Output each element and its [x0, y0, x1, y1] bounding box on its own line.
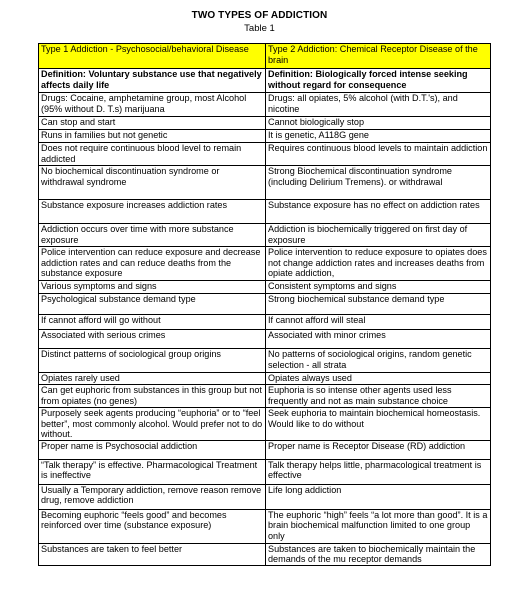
table-row: [39, 408, 491, 441]
type-1-cell: Proper name is Psychosocial addiction: [39, 440, 266, 459]
table-row: [39, 385, 491, 408]
type-1-cell: Distinct patterns of sociological group origins: [39, 349, 266, 373]
type-2-cell: Opiates always used: [266, 373, 491, 385]
type-2-cell: No patterns of sociological origins, random genetic selection - all strata: [266, 349, 491, 373]
type-1-cell: Runs in families but not genetic: [39, 130, 266, 143]
type-2-cell: Euphoria is so intense other agents used less frequently and not as main substance choice: [266, 385, 491, 408]
type-2-cell: Drugs: all opiates, 5% alcohol (with D.T.'s), and nicotine: [266, 93, 491, 117]
type-1-cell: Opiates rarely used: [39, 373, 266, 385]
table-row: [39, 373, 491, 385]
table-row: [39, 281, 491, 294]
type-1-cell: Can get euphoric from substances in this group but not from opiates (no genes): [39, 385, 266, 408]
table-row: [39, 130, 491, 143]
table-row: [39, 224, 491, 247]
table-row: [39, 294, 491, 315]
type-2-cell: Consistent symptoms and signs: [266, 281, 491, 294]
type-2-cell: Strong Biochemical discontinuation syndrome (including Delirium Tremens). or withdrawal: [266, 166, 491, 200]
table-row: [39, 200, 491, 224]
type-1-cell: Can stop and start: [39, 117, 266, 130]
table-row: [39, 440, 491, 459]
type-2-cell: Talk therapy helps little, pharmacological treatment is effective: [266, 459, 491, 484]
type-1-cell: Purposely seek agents producing “euphoria” or to “feel better”, most commonly alcohol. Would prefer not to do without.: [39, 408, 266, 441]
type-2-cell: Requires continuous blood levels to maintain addiction: [266, 143, 491, 166]
table-row: [39, 509, 491, 543]
header-type-1: Type 1 Addiction - Psychosocial/behavioral Disease: [39, 44, 266, 69]
table-row: [39, 117, 491, 130]
table-row: [39, 543, 491, 565]
table-row: [39, 93, 491, 117]
type-2-cell: The euphoric “high” feels “a lot more than good”. It is a brain biochemical malfunction limited to one group only: [266, 509, 491, 543]
type-2-cell: It is genetic, A118G gene: [266, 130, 491, 143]
type-2-cell: Substance exposure has no effect on addiction rates: [266, 200, 491, 224]
table-row: [39, 315, 491, 330]
type-1-cell: No biochemical discontinuation syndrome or withdrawal syndrome: [39, 166, 266, 200]
type-2-cell: Seek euphoria to maintain biochemical homeostasis. Would like to do without: [266, 408, 491, 441]
type-1-cell: Associated with serious crimes: [39, 330, 266, 349]
table-header-row: [39, 44, 491, 69]
table-row: [39, 484, 491, 509]
type-1-cell: Substances are taken to feel better: [39, 543, 266, 565]
type-2-cell: Substances are taken to biochemically maintain the demands of the mu receptor demands: [266, 543, 491, 565]
type-1-cell: Various symptoms and signs: [39, 281, 266, 294]
table-row: [39, 330, 491, 349]
type-1-cell: Does not require continuous blood level to remain addicted: [39, 143, 266, 166]
type-2-cell: Police intervention to reduce exposure to opiates does not change addiction rates and increases deaths from opiate addiction,: [266, 247, 491, 281]
type-1-cell: Usually a Temporary addiction, remove reason remove drug, remove addiction: [39, 484, 266, 509]
table-row: [39, 143, 491, 166]
type-1-cell: Police intervention can reduce exposure and decrease addiction rates and can reduce deaths from the substance exposure: [39, 247, 266, 281]
type-2-cell: Cannot biologically stop: [266, 117, 491, 130]
type-2-cell: If cannot afford will steal: [266, 315, 491, 330]
type-1-cell: Psychological substance demand type: [39, 294, 266, 315]
type-2-cell: Strong biochemical substance demand type: [266, 294, 491, 315]
addiction-comparison-table: [38, 43, 491, 566]
table-caption: Table 1: [244, 23, 275, 34]
type-2-cell: Addiction is biochemically triggered on first day of exposure: [266, 224, 491, 247]
document-title: TWO TYPES OF ADDICTION: [191, 10, 328, 21]
table-row: [39, 247, 491, 281]
definition-type-2: Definition: Biologically forced intense seeking without regard for consequence: [266, 69, 491, 93]
type-1-cell: Addiction occurs over time with more substance exposure: [39, 224, 266, 247]
table-row: [39, 166, 491, 200]
type-1-cell: “Talk therapy” is effective. Pharmacological Treatment is ineffective: [39, 459, 266, 484]
header-type-2: Type 2 Addiction: Chemical Receptor Disease of the brain: [266, 44, 491, 69]
table-row: [39, 459, 491, 484]
table-row: [39, 349, 491, 373]
type-2-cell: Associated with minor crimes: [266, 330, 491, 349]
type-1-cell: Becoming euphoric “feels good” and becomes reinforced over time (substance exposure): [39, 509, 266, 543]
type-2-cell: Life long addiction: [266, 484, 491, 509]
type-2-cell: Proper name is Receptor Disease (RD) addiction: [266, 440, 491, 459]
type-1-cell: Drugs: Cocaine, amphetamine group, most Alcohol (95% without D. T.s) marijuana: [39, 93, 266, 117]
type-1-cell: Substance exposure increases addiction rates: [39, 200, 266, 224]
type-1-cell: If cannot afford will go without: [39, 315, 266, 330]
definition-row: [39, 69, 491, 93]
definition-type-1: Definition: Voluntary substance use that negatively affects daily life: [39, 69, 266, 93]
